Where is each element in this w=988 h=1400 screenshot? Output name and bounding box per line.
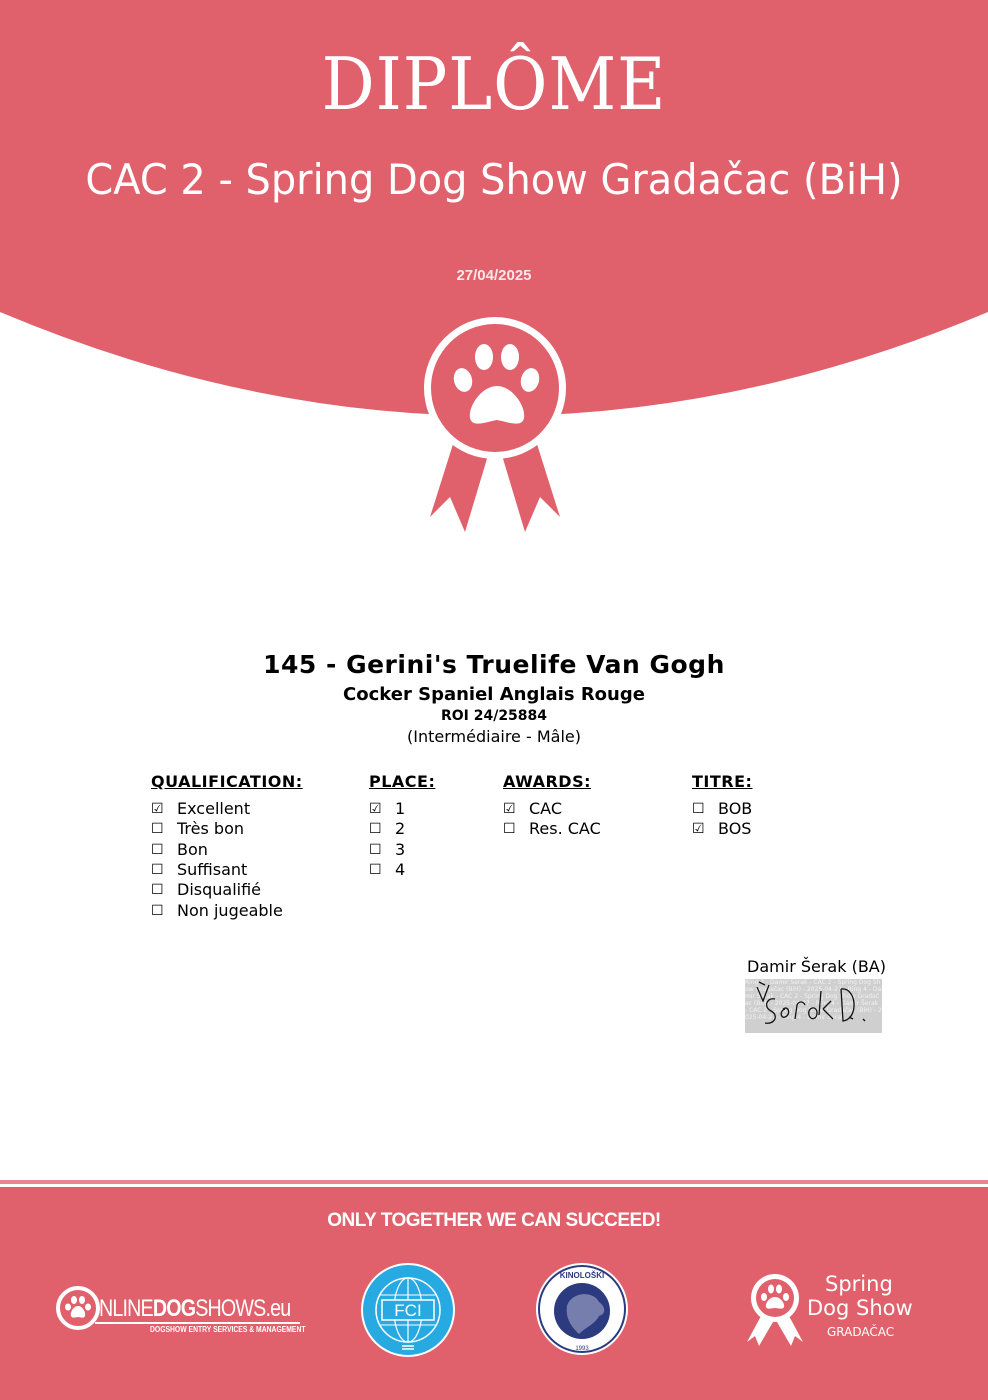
checkbox-checked-icon: ☑ bbox=[692, 821, 705, 838]
spring-dog-show-line1: Spring bbox=[825, 1272, 893, 1296]
svg-text:KINOLOŠKI: KINOLOŠKI bbox=[559, 1271, 605, 1280]
event-name: CAC 2 - Spring Dog Show Gradačac (BiH) bbox=[85, 155, 903, 204]
signature-watermark: Ring 4 - Damir Šerak - CAC 2 - Spring Dog Show Gradačac (BiH) - 2025-04-27 - Ring 4 - Damir Šerak - CAC 2 - Spring Dog Show Gradačac (BiH) - 2025-04-27 - Ring 4 - Damir Šerak - CAC 2 - Spring Dog Show Gradačac (BiH) - 2025-04-27 - Ring 4 - Damir Šerak bbox=[745, 979, 882, 1021]
dog-class: (Intermédiaire - Mâle) bbox=[407, 727, 581, 746]
footer-stripe-gap bbox=[0, 1184, 988, 1186]
diploma-title: DIPLÔME bbox=[321, 42, 667, 126]
titre-option: ☐ BOB bbox=[692, 799, 753, 819]
paw-circle-icon bbox=[55, 1285, 101, 1331]
qualification-option: ☐ Non jugeable bbox=[151, 900, 283, 920]
spring-dog-show-line3: GRADAČAC bbox=[827, 1325, 895, 1339]
checkbox-empty-icon: ☐ bbox=[369, 841, 382, 858]
dog-breed: Cocker Spaniel Anglais Rouge bbox=[343, 684, 645, 705]
spring-dog-show-logo bbox=[745, 1272, 925, 1352]
signature-stroke-icon bbox=[745, 979, 882, 1033]
qualification-column bbox=[151, 772, 303, 921]
place-option: ☐ 3 bbox=[369, 839, 406, 859]
onlinedogshows-logo bbox=[55, 1283, 305, 1343]
checkbox-checked-icon: ☑ bbox=[369, 801, 382, 818]
qualification-option: ☐ Très bon bbox=[151, 819, 244, 839]
checkbox-empty-icon: ☐ bbox=[692, 801, 705, 818]
onlinedogshows-underline bbox=[95, 1322, 300, 1324]
titre-option: ☑ BOS bbox=[692, 819, 752, 839]
judge-signature bbox=[745, 979, 882, 1033]
checkbox-checked-icon: ☑ bbox=[503, 801, 516, 818]
qualification-option: ☐ Suffisant bbox=[151, 860, 248, 880]
checkbox-empty-icon: ☐ bbox=[369, 862, 382, 879]
checkbox-empty-icon: ☐ bbox=[151, 902, 164, 919]
footer-slogan: ONLY TOGETHER WE CAN SUCCEED! bbox=[327, 1210, 661, 1231]
qualification-option: ☐ Disqualifié bbox=[151, 880, 262, 900]
dog-registration: ROI 24/25884 bbox=[440, 708, 548, 724]
checkbox-checked-icon: ☑ bbox=[151, 801, 164, 818]
dog-name: 145 - Gerini's Truelife Van Gogh bbox=[263, 650, 725, 679]
place-option: ☐ 4 bbox=[369, 860, 406, 880]
judge-name: Damir Šerak (BA) bbox=[747, 957, 886, 976]
qualification-option: ☑ Excellent bbox=[151, 799, 251, 819]
place-heading: PLACE: bbox=[369, 772, 436, 791]
titre-column bbox=[692, 772, 752, 840]
checkbox-empty-icon: ☐ bbox=[503, 821, 516, 838]
awards-column bbox=[503, 772, 601, 840]
qualification-option: ☐ Bon bbox=[151, 839, 208, 859]
svg-text:1993: 1993 bbox=[575, 1346, 589, 1352]
bks-logo bbox=[535, 1262, 629, 1356]
awards-option: ☑ CAC bbox=[503, 799, 563, 819]
qualification-heading: QUALIFICATION: bbox=[151, 772, 303, 791]
onlinedogshows-tagline: DOGSHOW ENTRY SERVICES & MANAGEMENT bbox=[150, 1325, 306, 1334]
checkbox-empty-icon: ☐ bbox=[151, 882, 164, 899]
paw-rosette-icon bbox=[420, 300, 570, 540]
checkbox-empty-icon: ☐ bbox=[151, 821, 164, 838]
awards-option: ☐ Res. CAC bbox=[503, 819, 601, 839]
fci-logo bbox=[360, 1262, 456, 1358]
checkbox-empty-icon: ☐ bbox=[369, 821, 382, 838]
awards-heading: AWARDS: bbox=[503, 772, 591, 791]
spring-dog-show-line2: Dog Show bbox=[807, 1296, 913, 1320]
titre-heading: TITRE: bbox=[692, 772, 753, 791]
svg-text:FCI: FCI bbox=[394, 1301, 422, 1320]
event-date: 27/04/2025 bbox=[456, 267, 532, 284]
place-column bbox=[369, 772, 435, 880]
place-option: ☐ 2 bbox=[369, 819, 406, 839]
place-option: ☑ 1 bbox=[369, 799, 406, 819]
onlinedogshows-wordmark: NLINEDOGSHOWS.eu bbox=[99, 1295, 291, 1322]
checkbox-empty-icon: ☐ bbox=[151, 862, 164, 879]
checkbox-empty-icon: ☐ bbox=[151, 841, 164, 858]
paw-rosette-icon bbox=[745, 1272, 805, 1348]
